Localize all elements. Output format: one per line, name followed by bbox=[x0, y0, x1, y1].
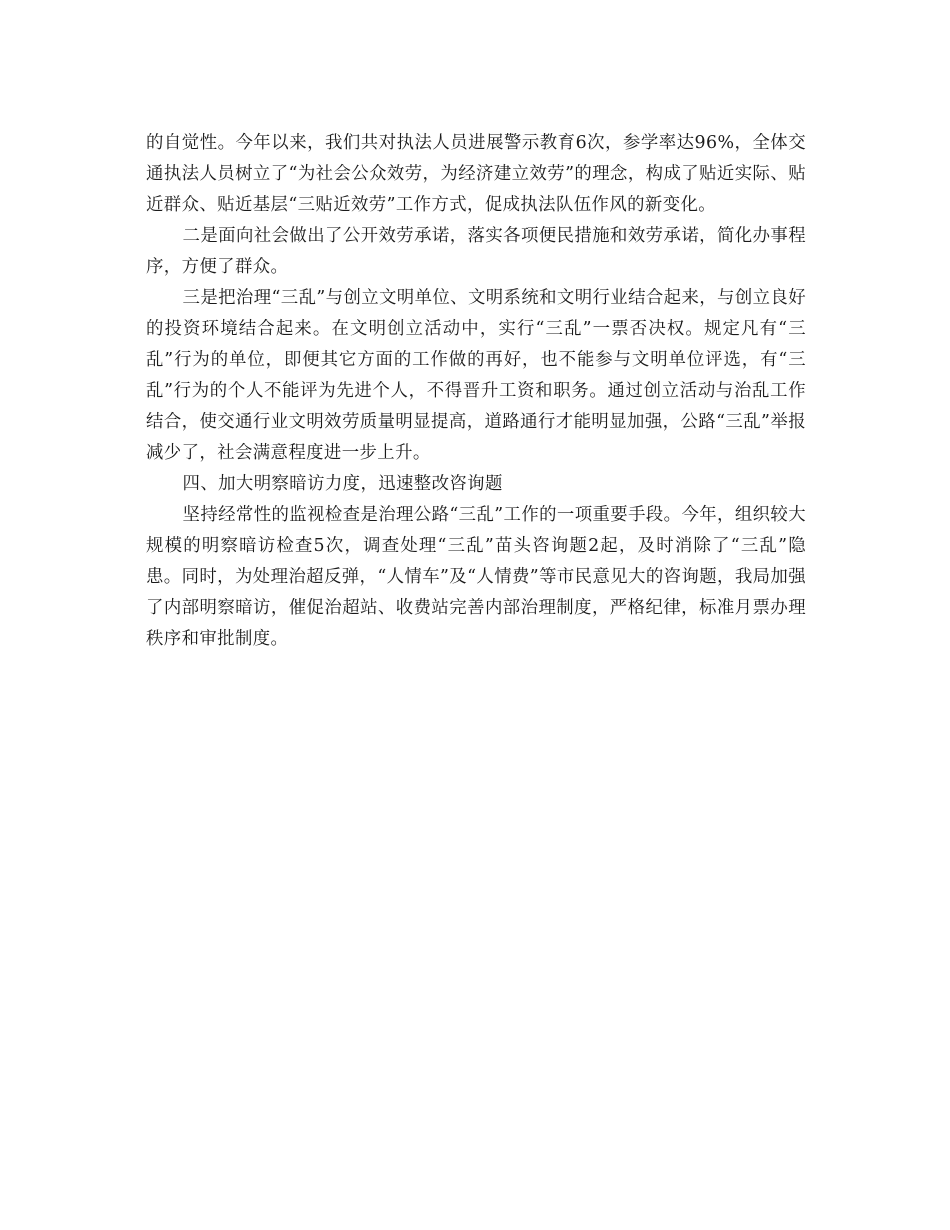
document-body bbox=[146, 128, 806, 655]
paragraph-service-commitment: 二是面向社会做出了公开效劳承诺，落实各项便民措施和效劳承诺，简化办事程序，方便了群众。 bbox=[146, 226, 806, 277]
section-heading-inspection: 四、加大明察暗访力度，迅速整改咨询题 bbox=[182, 474, 503, 494]
paragraph-civilization-campaign: 三是把治理“三乱”与创立文明单位、文明系统和文明行业结合起来，与创立良好的投资环境结合起来。在文明创立活动中，实行“三乱”一票否决权。规定凡有“三乱”行为的单位，即便其它方面的工作做的再好，也不能参与文明单位评选，有“三乱”行为的个人不能评为先进个人，不得晋升工资和职务。通过创立活动与治乱工作结合，使交通行业文明效劳质量明显提高，道路通行才能明显加强，公路“三乱”举报减少了，社会满意程度进一步上升。 bbox=[146, 288, 806, 463]
paragraph-inspection: 坚持经常性的监视检查是治理公路“三乱”工作的一项重要手段。今年，组织较大规模的明察暗访检查5次，调查处理“三乱”苗头咨询题2起，及时消除了“三乱”隐患。同时，为处理治超反弹，“人情车”及“人情费”等市民意见大的咨询题，我局加强了内部明察暗访，催促治超站、收费站完善内部治理制度，严格纪律，标准月票办理秩序和审批制度。 bbox=[146, 505, 806, 649]
paragraph-continuation: 的自觉性。今年以来，我们共对执法人员进展警示教育6次，参学率达96%，全体交通执法人员树立了“为社会公众效劳，为经济建立效劳”的理念，构成了贴近实际、贴近群众、贴近基层“三贴近效劳”工作方式，促成执法队伍作风的新变化。 bbox=[146, 133, 806, 215]
